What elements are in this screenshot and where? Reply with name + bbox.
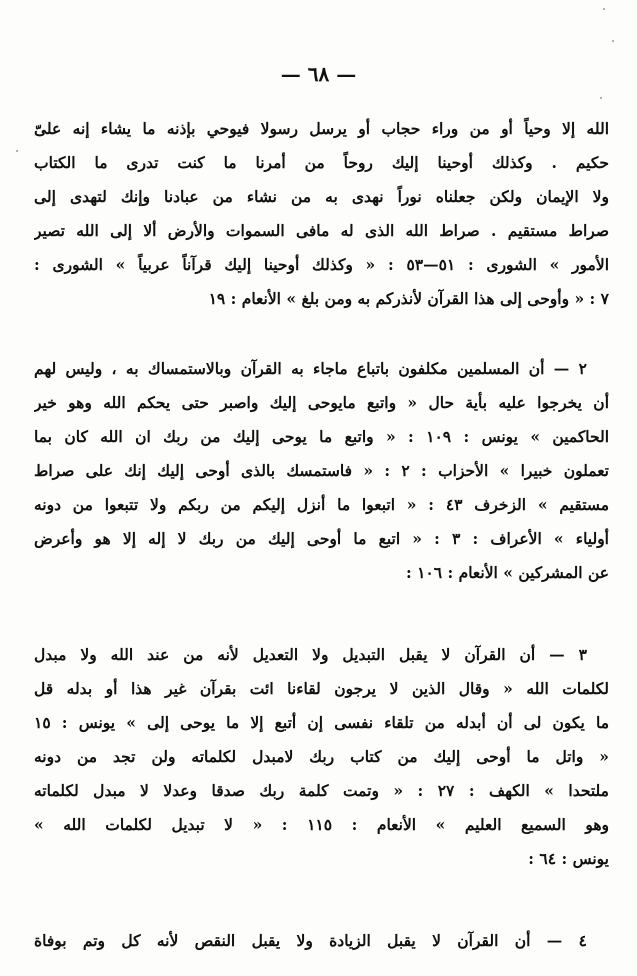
text-line: ٣ — أن القرآن لا يقبل التبديل ولا التعديل لأنه من عند الله ولا مبدل (34, 645, 587, 664)
text-line: « واتل ما أوحى إليك من كتاب ربك لامبدل لكلماته ولن تجد من دونه (34, 747, 609, 766)
text-line: عن المشركين » الأنعام : ١٠٦ : (405, 563, 609, 582)
text-line: أولياء » الأعراف : ٣ : « اتبع ما أوحى إليك من ربك لا إله إلا هو وأعرض (34, 529, 609, 548)
text-line: تعملون خبيرا » الأحزاب : ٢ : « فاستمسك بالذى أوحى إليك إنك على صراط (34, 461, 609, 480)
page-number: — ٦٨ — (280, 62, 357, 86)
text-line: حكيم . وكذلك أوحينا إليك روحاً من أمرنا ما كنت تدرى ما الكتاب (34, 153, 609, 172)
scan-speck (16, 150, 18, 152)
text-line: ٧ : « وأوحى إلى هذا القرآن لأنذركم به ومن بلغ » الأنعام : ١٩ (208, 289, 609, 308)
text-line: الله إلا وحياً أو من وراء حجاب أو يرسل رسولا فيوحي بإذنه ما يشاء إنه علىّ (34, 119, 609, 138)
text-line: ما يكون لى أن أبدله من تلقاء نفسى إن أتبع إلا ما يوحى إلى » يونس : ١٥ (34, 713, 609, 732)
text-line: ولا الإيمان ولكن جعلناه نوراً نهدى به من نشاء من عبادنا وإنك لتهدى إلى (34, 187, 609, 206)
text-line: مستقيم » الزخرف ٤٣ : « اتبعوا ما أنزل إليكم من ربكم ولا تتبعوا من دونه (34, 495, 609, 514)
text-line: الحاكمين » يونس : ١٠٩ : « واتبع ما يوحى إليك من ربك ان الله كان بما (34, 427, 609, 446)
scan-speck (600, 97, 602, 99)
text-line: ملتحدا » الكهف : ٢٧ : « وتمت كلمة ربك صدقا وعدلا لا مبدل لكلماته (34, 781, 609, 800)
scan-speck (612, 40, 614, 42)
text-line: الأمور » الشورى : ٥١—٥٣ : « وكذلك أوحينا إليك قرآناً عربياً » الشورى : (34, 255, 609, 274)
paragraph-2 (34, 352, 609, 590)
text-line: ٢ — أن المسلمين مكلفون باتباع ماجاء به القرآن وبالاستمساك به ، وليس لهم (34, 359, 587, 378)
text-line: ٤ — أن القرآن لا يقبل الزيادة ولا يقبل النقص لأنه كل وتم بوفاة (34, 931, 587, 950)
paragraph-1 (34, 112, 609, 316)
text-line: أن يخرجوا عليه بأية حال « واتبع مايوحى إليك واصبر حتى يحكم الله وهو خير (34, 393, 609, 412)
scan-speck (603, 8, 605, 10)
paragraph-3 (34, 638, 609, 876)
text-line: وهو السميع العليم » الأنعام : ١١٥ : « لا تبديل لكلمات الله » (34, 815, 609, 834)
text-line: لكلمات الله « وقال الذين لا يرجون لقاءنا ائت بقرآن غير هذا أو بدله قل (34, 679, 609, 698)
paragraph-4 (34, 924, 609, 958)
text-line: يونس : ٦٤ : (528, 849, 609, 868)
text-line: صراط مستقيم . صراط الله الذى له مافى السموات والأرض ألا إلى الله تصير (34, 221, 609, 240)
